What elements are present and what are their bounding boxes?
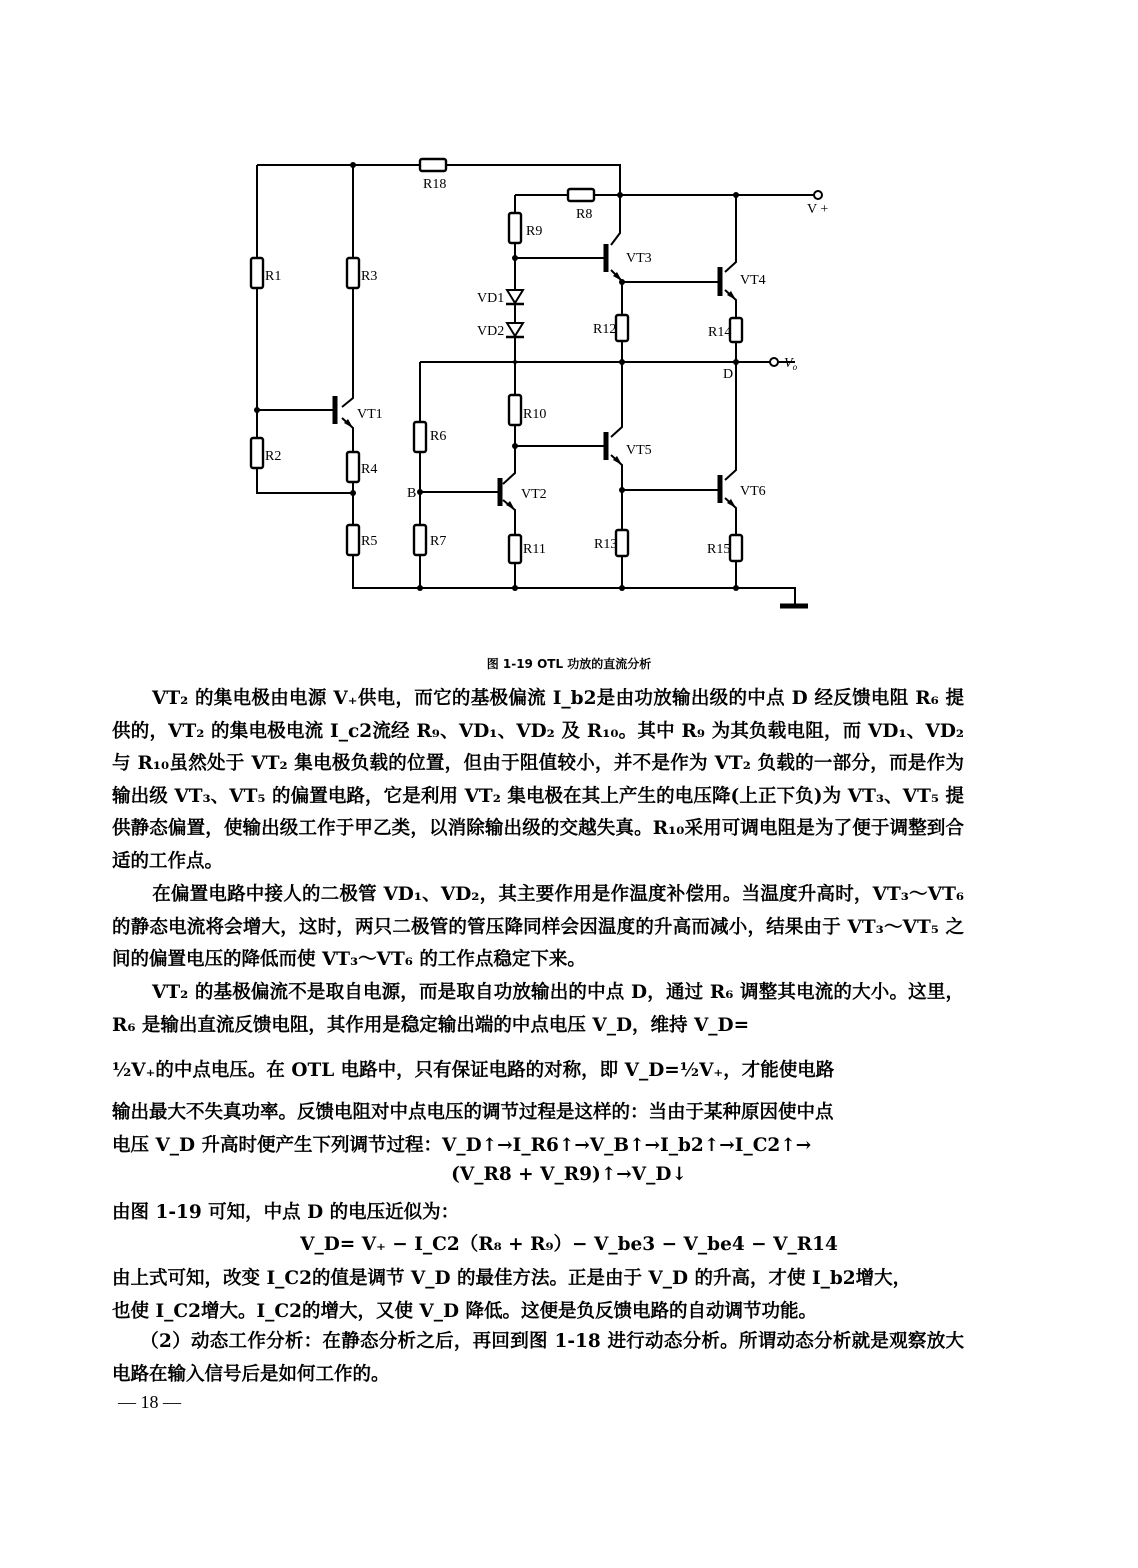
paragraph-2: 在偏置电路中接人的二极管 VD₁、VD₂，其主要作用是作温度补偿用。当温度升高时，VT₃～VT₆ 的静态电流将会增大，这时，两只二极管的管压降同样会因温度的升高而减小，结果由于 VT₃～VT₅ 之间的偏置电压的降低而使 VT₃～VT₆ 的工作点稳定下来。	[112, 884, 964, 971]
resistor-r12	[616, 315, 628, 341]
emitter-arrows	[344, 272, 736, 510]
label-vt2: VT2	[521, 487, 547, 502]
label-r18: R18	[423, 177, 447, 192]
resistor-r9	[509, 213, 521, 243]
label-r13: R13	[594, 537, 618, 552]
resistor-r10	[509, 395, 521, 425]
resistor-r3	[347, 258, 359, 288]
resistor-r5	[347, 525, 359, 555]
label-vt3: VT3	[626, 251, 652, 266]
regulation-chain: 电压 V_D 升高时便产生下列调节过程：V_D↑→I_R6↑→V_B↑→I_b2↑→I_C2↑→	[112, 1135, 812, 1156]
resistor-r14	[730, 318, 742, 342]
label-node-b: B	[407, 486, 417, 501]
label-vt5: VT5	[626, 443, 652, 458]
label-r10: R10	[523, 407, 547, 422]
figure-caption: 图 1-19 OTL 功放的直流分析	[486, 657, 652, 671]
paragraph-6: （2）动态工作分析：在静态分析之后，再回到图 1-18 进行动态分析。所谓动态分析就是观察放大电路在输入信号后是如何工作的。	[112, 1331, 964, 1385]
resistor-r18	[420, 159, 446, 171]
paragraph-3: VT₂ 的基极偏流不是取自电源，而是取自功放输出的中点 D，通过 R₆ 调整其电流的大小。这里，R₆ 是输出直流反馈电阻，其作用是稳定输出端的中点电压 V_D，维持 V_D=	[112, 982, 964, 1036]
paragraph-5-line-a: 由上式可知，改变 I_C2的值是调节 V_D 的最佳方法。正是由于 V_D 的升高，才使 I_b2增大，	[112, 1268, 912, 1289]
label-r15: R15	[707, 542, 731, 557]
paragraph-1: VT₂ 的集电极由电源 V₊供电，而它的基极偏流 I_b2是由功放输出级的中点 D 经反馈电阻 R₆ 提供的，VT₂ 的集电极电流 I_c2流经 R₉、VD₁、VD₂ 及 R₁₀。其中 R₉ 为其负载电阻，而 VD₁、VD₂ 与 R₁₀虽然处于 VT₂ 集电极负载的位置，但由于阻值较小，并不是作为 VT₂ 负载的一部分，而是作为输出级 VT₃、VT₅ 的偏置电路，它是利用 VT₂ 集电极在其上产生的电压降(上正下负)为 VT₃、VT₅ 提供静态偏置，使输出级工作于甲乙类，以消除输出级的交越失真。R₁₀采用可调电阻是为了便于调整到合适的工作点。	[112, 688, 964, 872]
diode-vd2	[506, 323, 524, 337]
label-r2: R2	[265, 449, 282, 464]
label-r8: R8	[576, 207, 593, 222]
label-vt6: VT6	[740, 484, 766, 499]
label-vplus: V +	[807, 202, 829, 217]
resistor-r15	[730, 535, 742, 561]
resistor-r11	[509, 535, 521, 563]
label-r4: R4	[361, 462, 378, 477]
label-node-d: D	[723, 367, 734, 382]
resistor-r13	[616, 530, 628, 556]
resistor-r2	[251, 438, 263, 468]
junctions	[254, 162, 739, 591]
label-r12: R12	[593, 322, 617, 337]
formula-vd: V_D= V₊ − I_C2（R₈ + R₉）− V_be3 − V_be4 − V_R14	[300, 1234, 838, 1255]
label-r14: R14	[708, 325, 732, 340]
label-r3: R3	[361, 269, 378, 284]
label-r5: R5	[361, 534, 378, 549]
vplus-terminal	[814, 191, 822, 199]
paragraph-4: 由图 1-19 可知，中点 D 的电压近似为：	[112, 1202, 460, 1223]
resistor-r6	[414, 422, 426, 452]
resistor-r8	[568, 189, 594, 201]
label-vt1: VT1	[357, 407, 383, 422]
label-vt4: VT4	[740, 273, 766, 288]
page-number: — 18 —	[118, 1392, 181, 1412]
label-r9: R9	[526, 224, 543, 239]
label-r1: R1	[265, 269, 282, 284]
otl-circuit-diagram	[0, 0, 1138, 640]
paragraph-5-line-b: 也使 I_C2增大。I_C2的增大，又使 V_D 降低。这便是负反馈电路的自动调节功能。	[112, 1301, 817, 1322]
label-vo: $V_o$	[784, 356, 798, 372]
label-r7: R7	[430, 534, 447, 549]
label-r11: R11	[523, 542, 546, 557]
regulation-chain-end: (V_R8 + V_R9)↑→V_D↓	[451, 1164, 687, 1185]
paragraph-3-line-b: ½V₊的中点电压。在 OTL 电路中，只有保证电路的对称，即 V_D=½V₊，才能使电路	[112, 1060, 835, 1081]
label-vd1: VD1	[477, 291, 505, 306]
paragraph-3-line-c: 输出最大不失真功率。反馈电阻对中点电压的调节过程是这样的：当由于某种原因使中点	[112, 1102, 834, 1123]
resistor-r4	[347, 452, 359, 482]
label-r6: R6	[430, 429, 447, 444]
label-vd2: VD2	[477, 324, 505, 339]
diode-vd1	[506, 290, 524, 304]
resistor-r7	[414, 525, 426, 555]
vo-terminal	[770, 358, 778, 366]
resistor-r1	[251, 258, 263, 288]
